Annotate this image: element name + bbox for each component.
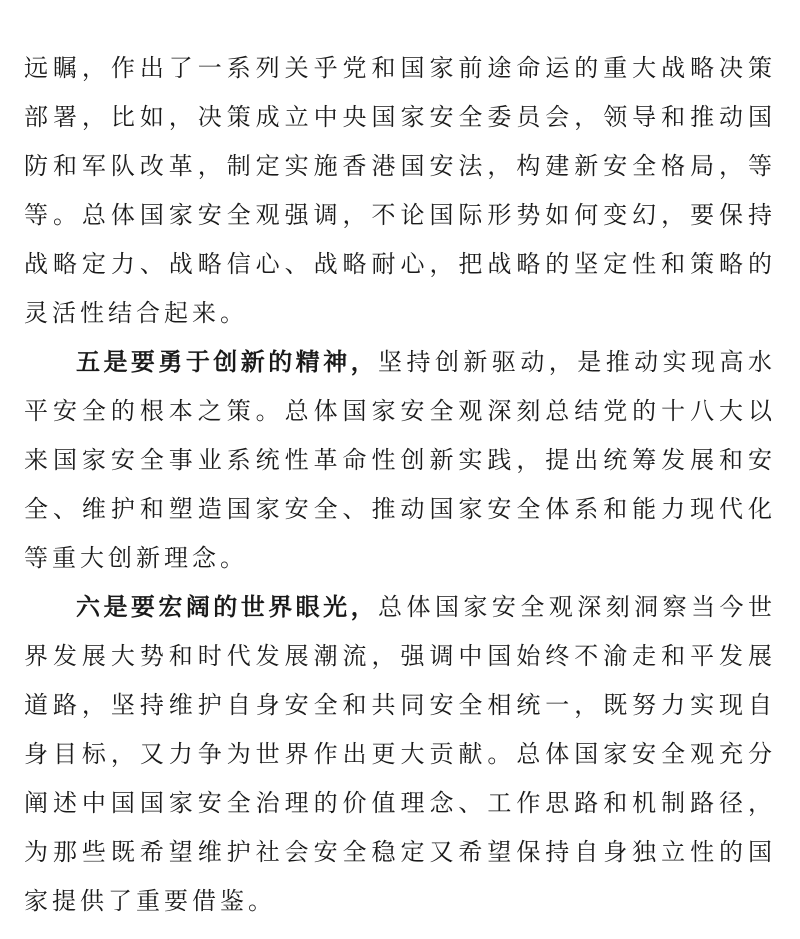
paragraph-point-five: [24, 338, 776, 583]
document-body: [24, 44, 776, 926]
paragraph-text: 远瞩，作出了一系列关乎党和国家前途命运的重大战略决策部署，比如，决策成立中央国家安全委员会，领导和推动国防和军队改革，制定实施香港国安法，构建新安全格局，等等。总体国家安全观强调，不论国际形势如何变幻，要保持战略定力、战略信心、战略耐心，把战略的坚定性和策略的灵活性结合起来。: [24, 54, 776, 327]
paragraph-text: 坚持创新驱动，是推动实现高水平安全的根本之策。总体国家安全观深刻总结党的十八大以来国家安全事业系统性革命性创新实践，提出统筹发展和安全、维护和塑造国家安全、推动国家安全体系和能力现代化等重大创新理念。: [24, 348, 777, 572]
paragraph-text: 总体国家安全观深刻洞察当今世界发展大势和时代发展潮流，强调中国始终不渝走和平发展道路，坚持维护自身安全和共同安全相统一，既努力实现自身目标，又力争为世界作出更大贡献。总体国家安全观充分阐述中国国家安全治理的价值理念、工作思路和机制路径，为那些既希望维护社会安全稳定又希望保持自身独立性的国家提供了重要借鉴。: [24, 593, 777, 915]
paragraph-point-six: [24, 583, 776, 926]
paragraph-continued: [24, 44, 776, 338]
paragraph-lead: 六是要宏阔的世界眼光，: [76, 593, 379, 621]
paragraph-lead: 五是要勇于创新的精神，: [76, 348, 379, 376]
